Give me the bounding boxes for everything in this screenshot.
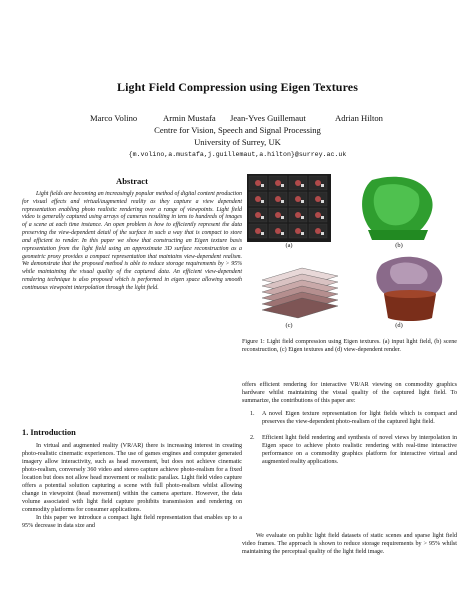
contribution-list	[242, 411, 457, 475]
subfigure-label: (a)	[285, 242, 293, 249]
author-name: Jean-Yves Guillemaut	[230, 113, 306, 123]
section-heading: 1. Introduction	[22, 428, 76, 437]
abstract-heading: Abstract	[116, 176, 148, 186]
paragraph: In virtual and augmented reality (VR/AR) there is increasing interest in creating photo-realistic cinematic experiences. The use of games engines and computer generated imagery allow interactivity, such as head movement, but does not achieve cinematic photo-realism, conversely 360 video and stereo capture achieve photo-realism for a fixed location but does not allow head movement or realistic parallax. Light field video capture offers a potential solution capturing a scene with full photo-realism whilst allowing change in viewpoint (head movement) within the camera aperture. However, the data volume associated with light field capture prohibits transmission and rendering on commodity platforms for consumer applications.	[22, 443, 242, 513]
list-item-text: Efficient light field rendering and synthesis of novel views by interpolation in Eigen space to achieve photo realistic rendering with real-time interactive performance on a commodity graphics platform for interactive virtual and augmented reality applications.	[262, 434, 457, 465]
list-item	[242, 435, 457, 467]
paper-title: Light Field Compression using Eigen Textures	[116, 80, 358, 94]
view-dependent-render	[376, 257, 442, 321]
author-name: Adrian Hilton	[335, 113, 383, 123]
figure-graphics	[242, 172, 457, 332]
list-item-text: A novel Eigen texture representation for light fields which is compact and preserves the view-dependent photo-realism of the captured light field.	[262, 411, 457, 425]
university: University of Surrey, UK	[194, 137, 281, 147]
input-light-field-grid	[247, 174, 331, 242]
list-number: 1.	[250, 411, 255, 417]
figure-caption: Figure 1: Light field compression using Eigen textures. (a) input light field, (b) scene reconstruction, (c) Eigen textures and (d) view-dependent render.	[242, 339, 457, 353]
paragraph: offers efficient rendering for interactive VR/AR viewing on commodity graphics hardware whilst maintaining the visual quality of the captured light field. To summarize, the contributions of this paper are:	[242, 382, 457, 404]
teaser-figure	[242, 172, 457, 332]
paragraph: In this paper we introduce a compact light field representation that enables up to a 95% decrease in data size and	[22, 514, 242, 529]
abstract-text: Light fields are becoming an increasingly popular method of digital content production for visual effects and virtual/augmented reality as they capture a view dependent representation enabling photo realistic rendering over a range of viewpoints. Light field video is generally captured using arrays of cameras resulting in tens to hundreds of images of a scene at each time instance. An open problem is how to efficiently represent the data preserving the view-dependent detail of the surface in such a way that is compact to store and efficient to render. In this paper we show that constructing an Eigen texture basis representation from the light field using an approximate 3D surface reconstruction as a geometric proxy provides a compact representation that maintains view-dependent realism. We demonstrate that the proposed method is able to reduce storage requirements by > 95% while maintaining the visual quality of the captured data. An efficient view-dependent rendering technique is also proposed which is performed in eigen space allowing smooth continuous viewpoint interpolation through the light field.	[22, 191, 242, 291]
affiliation: Centre for Vision, Speech and Signal Processing	[154, 125, 321, 135]
list-item	[242, 411, 457, 427]
author-name: Marco Volino	[90, 113, 138, 123]
subfigure-label: (d)	[395, 322, 403, 329]
eigen-texture-stack	[262, 268, 338, 318]
scene-reconstruction-render	[362, 177, 433, 240]
introduction-text	[22, 443, 242, 530]
list-number: 2.	[250, 434, 255, 441]
paragraph: We evaluate on public light field datasets of static scenes and sparse light field video frames. The approach is shown to reduce storage requirements by > 95% whilst maintaining the perceptual quality of the light field image.	[242, 533, 457, 555]
subfigure-label: (b)	[395, 242, 403, 249]
author-emails: {m.volino,a.mustafa,j.guillemaut,a.hilton}@surrey.ac.uk	[128, 151, 347, 158]
author-name: Armin Mustafa	[163, 113, 216, 123]
subfigure-label: (c)	[285, 322, 293, 329]
